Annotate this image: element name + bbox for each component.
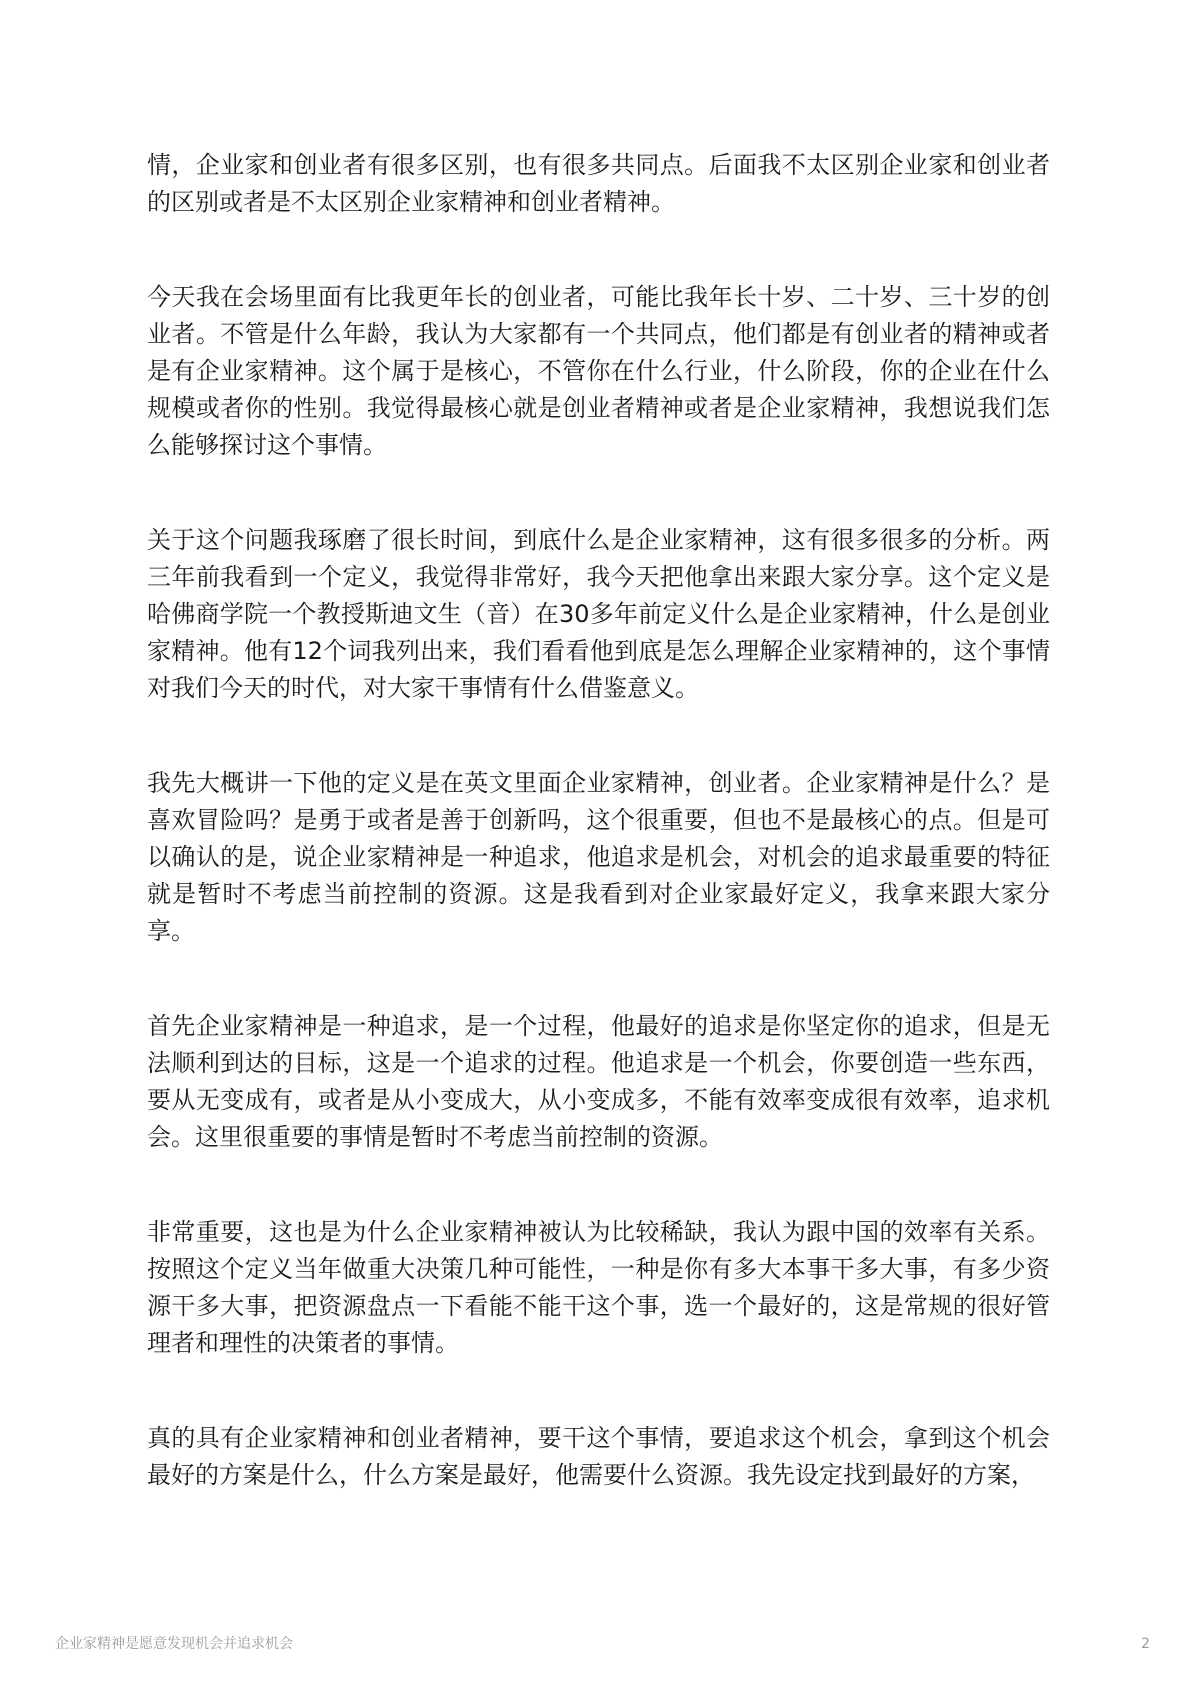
paragraph-line: 业者。不管是什么年龄，我认为大家都有一个共同点，他们都是有创业者的精神或者 [147,320,1050,348]
paragraph-line: 以确认的是，说企业家精神是一种追求，他追求是机会，对机会的追求最重要的特征 [147,843,1050,871]
paragraph-line: 非常重要，这也是为什么企业家精神被认为比较稀缺，我认为跟中国的效率有关系。 [147,1218,1050,1246]
paragraph-line: 关于这个问题我琢磨了很长时间，到底什么是企业家精神，这有很多很多的分析。两 [147,526,1050,554]
paragraph-line: 会。这里很重要的事情是暂时不考虑当前控制的资源。 [147,1123,723,1151]
paragraph-line: 我先大概讲一下他的定义是在英文里面企业家精神，创业者。企业家精神是什么？是 [147,769,1050,797]
paragraph-line: 么能够探讨这个事情。 [147,431,387,459]
paragraph [147,1008,1050,1156]
paragraph-line: 要从无变成有，或者是从小变成大，从小变成多，不能有效率变成很有效率，追求机 [147,1086,1050,1114]
paragraph-line: 享。 [147,917,195,945]
paragraph-line: 三年前我看到一个定义，我觉得非常好，我今天把他拿出来跟大家分享。这个定义是 [147,563,1050,591]
paragraph-line: 真的具有企业家精神和创业者精神，要干这个事情，要追求这个机会，拿到这个机会 [147,1424,1050,1452]
paragraph-line: 规模或者你的性别。我觉得最核心就是创业者精神或者是企业家精神，我想说我们怎 [147,394,1050,422]
paragraph-line: 今天我在会场里面有比我更年长的创业者，可能比我年长十岁、二十岁、三十岁的创 [147,283,1050,311]
paragraph [147,147,1050,221]
paragraph-line: 理者和理性的决策者的事情。 [147,1329,459,1357]
paragraph-line: 对我们今天的时代，对大家干事情有什么借鉴意义。 [147,674,699,702]
paragraph [147,765,1050,950]
paragraph-line: 哈佛商学院一个教授斯迪文生（音）在30多年前定义什么是企业家精神，什么是创业 [147,600,1050,628]
paragraph-line: 家精神。他有12个词我列出来，我们看看他到底是怎么理解企业家精神的，这个事情 [147,637,1050,665]
footer-page-number: 2 [1141,1636,1150,1652]
paragraph-line: 喜欢冒险吗？是勇于或者是善于创新吗，这个很重要，但也不是最核心的点。但是可 [147,806,1050,834]
paragraph-line: 首先企业家精神是一种追求，是一个过程，他最好的追求是你坚定你的追求，但是无 [147,1012,1050,1040]
document-body [147,147,1050,1552]
paragraph-line: 法顺利到达的目标，这是一个追求的过程。他追求是一个机会，你要创造一些东西， [147,1049,1050,1077]
paragraph [147,522,1050,707]
paragraph [147,1214,1050,1362]
paragraph-line: 源干多大事，把资源盘点一下看能不能干这个事，选一个最好的，这是常规的很好管 [147,1292,1050,1320]
footer-document-title: 企业家精神是愿意发现机会并追求机会 [55,1636,293,1652]
paragraph [147,1420,1050,1494]
paragraph-line: 情，企业家和创业者有很多区别，也有很多共同点。后面我不太区别企业家和创业者 [147,151,1050,179]
paragraph-line: 就是暂时不考虑当前控制的资源。这是我看到对企业家最好定义，我拿来跟大家分 [147,880,1050,908]
paragraph-line: 按照这个定义当年做重大决策几种可能性，一种是你有多大本事干多大事，有多少资 [147,1255,1050,1283]
paragraph-line: 最好的方案是什么，什么方案是最好，他需要什么资源。我先设定找到最好的方案， [147,1461,1035,1489]
paragraph [147,279,1050,464]
paragraph-line: 是有企业家精神。这个属于是核心，不管你在什么行业，什么阶段，你的企业在什么 [147,357,1050,385]
paragraph-line: 的区别或者是不太区别企业家精神和创业者精神。 [147,188,675,216]
